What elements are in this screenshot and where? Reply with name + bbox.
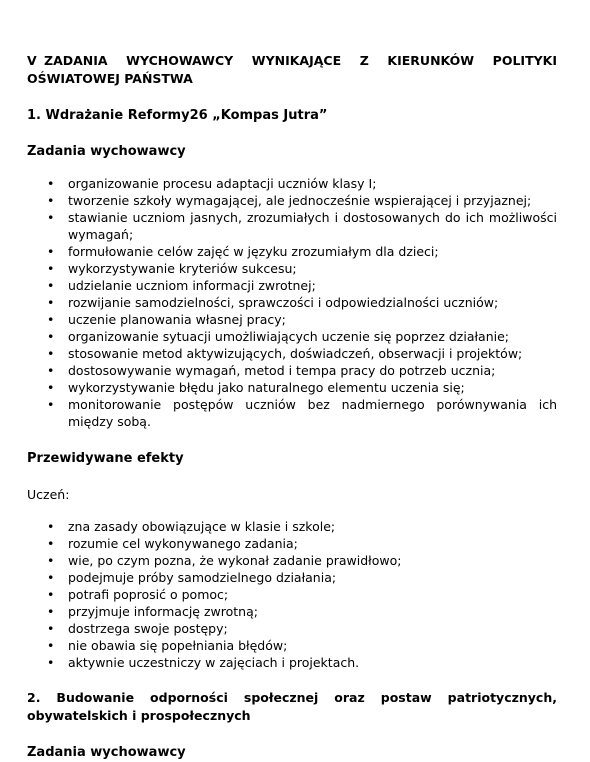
bullet-icon: • — [47, 397, 55, 412]
list-item-text: nie obawia się popełniania błędów; — [68, 638, 288, 653]
list-item — [27, 294, 557, 311]
list-item — [27, 654, 557, 671]
list-item-text: podejmuje próby samodzielnego działania; — [68, 570, 337, 585]
list-item-text: tworzenie szkoły wymagającej, ale jednocześnie wspierającej i przyjaznej; — [68, 193, 532, 208]
list-item — [27, 569, 557, 586]
list-item — [27, 243, 557, 260]
bullet-icon: • — [47, 346, 55, 361]
list-item — [27, 362, 557, 379]
bullet-icon: • — [47, 536, 55, 551]
tasks-list — [27, 175, 557, 430]
list-item — [27, 552, 557, 569]
list-item-text: zna zasady obowiązujące w klasie i szkole; — [68, 519, 336, 534]
list-item — [27, 379, 557, 396]
list-item — [27, 209, 557, 243]
list-item — [27, 603, 557, 620]
list-item-text: stosowanie metod aktywizujących, doświadczeń, obserwacji i projektów; — [68, 346, 523, 361]
list-item-text: stawianie uczniom jasnych, zrozumiałych i dostosowanych do ich możliwości wymagań; — [68, 210, 557, 242]
list-item-text: udzielanie uczniom informacji zwrotnej; — [68, 278, 316, 293]
bullet-icon: • — [47, 261, 55, 276]
effects-heading: Przewidywane efekty — [27, 451, 184, 466]
bullet-icon: • — [47, 604, 55, 619]
bullet-icon: • — [47, 553, 55, 568]
list-item — [27, 175, 557, 192]
bullet-icon: • — [47, 519, 55, 534]
list-item-text: przyjmuje informację zwrotną; — [68, 604, 258, 619]
effects-list — [27, 518, 557, 671]
list-item-text: dostrzega swoje postępy; — [68, 621, 228, 636]
list-item-text: dostosowywanie wymagań, metod i tempa pracy do potrzeb ucznia; — [68, 363, 496, 378]
list-item — [27, 328, 557, 345]
list-item — [27, 260, 557, 277]
list-item-text: monitorowanie postępów uczniów bez nadmiernego porównywania ich między sobą. — [68, 397, 557, 429]
list-item-text: rozwijanie samodzielności, sprawczości i odpowiedzialności uczniów; — [68, 295, 499, 310]
bullet-icon: • — [47, 176, 55, 191]
list-item-text: rozumie cel wykonywanego zadania; — [68, 536, 298, 551]
subsection-title-2: 2. Budowanie odporności społecznej oraz postaw patriotycznych, obywatelskich i prospołecznych — [27, 690, 557, 723]
list-item-text: aktywnie uczestniczy w zajęciach i projektach. — [68, 655, 360, 670]
list-item-text: wykorzystywanie kryteriów sukcesu; — [68, 261, 297, 276]
list-item-text: wykorzystywanie błędu jako naturalnego elementu uczenia się; — [68, 380, 465, 395]
bullet-icon: • — [47, 312, 55, 327]
list-item-text: potrafi poprosić o pomoc; — [68, 587, 229, 602]
bullet-icon: • — [47, 278, 55, 293]
bullet-icon: • — [47, 193, 55, 208]
section-numeral: V — [27, 53, 37, 68]
list-item-text: formułowanie celów zajęć w języku zrozumiałym dla dzieci; — [68, 244, 439, 259]
subsection-title-1: 1. Wdrażanie Reformy26 „Kompas Jutra” — [27, 108, 328, 123]
list-item — [27, 620, 557, 637]
list-item-text: organizowanie sytuacji umożliwiających uczenie się poprzez działanie; — [68, 329, 510, 344]
list-item — [27, 396, 557, 430]
list-item — [27, 311, 557, 328]
bullet-icon: • — [47, 638, 55, 653]
list-item-text: uczenie planowania własnej pracy; — [68, 312, 286, 327]
bullet-icon: • — [47, 587, 55, 602]
bullet-icon: • — [47, 621, 55, 636]
bullet-icon: • — [47, 329, 55, 344]
list-item — [27, 277, 557, 294]
student-label: Uczeń: — [27, 487, 70, 502]
bullet-icon: • — [47, 244, 55, 259]
list-item — [27, 637, 557, 654]
list-item — [27, 345, 557, 362]
tasks-heading-1: Zadania wychowawcy — [27, 144, 186, 159]
list-item — [27, 535, 557, 552]
bullet-icon: • — [47, 363, 55, 378]
bullet-icon: • — [47, 655, 55, 670]
list-item — [27, 192, 557, 209]
list-item — [27, 586, 557, 603]
bullet-icon: • — [47, 210, 55, 225]
section-title-text: ZADANIA WYCHOWAWCY WYNIKAJĄCE Z KIERUNKÓW POLITYKI OŚWIATOWEJ PAŃSTWA — [27, 53, 557, 86]
list-item — [27, 518, 557, 535]
tasks-heading-2: Zadania wychowawcy — [27, 745, 186, 760]
document-page — [27, 52, 557, 762]
list-item-text: organizowanie procesu adaptacji uczniów klasy I; — [68, 176, 377, 191]
section-title — [27, 52, 557, 88]
list-item-text: wie, po czym pozna, że wykonał zadanie prawidłowo; — [68, 553, 402, 568]
bullet-icon: • — [47, 295, 55, 310]
bullet-icon: • — [47, 570, 55, 585]
bullet-icon: • — [47, 380, 55, 395]
